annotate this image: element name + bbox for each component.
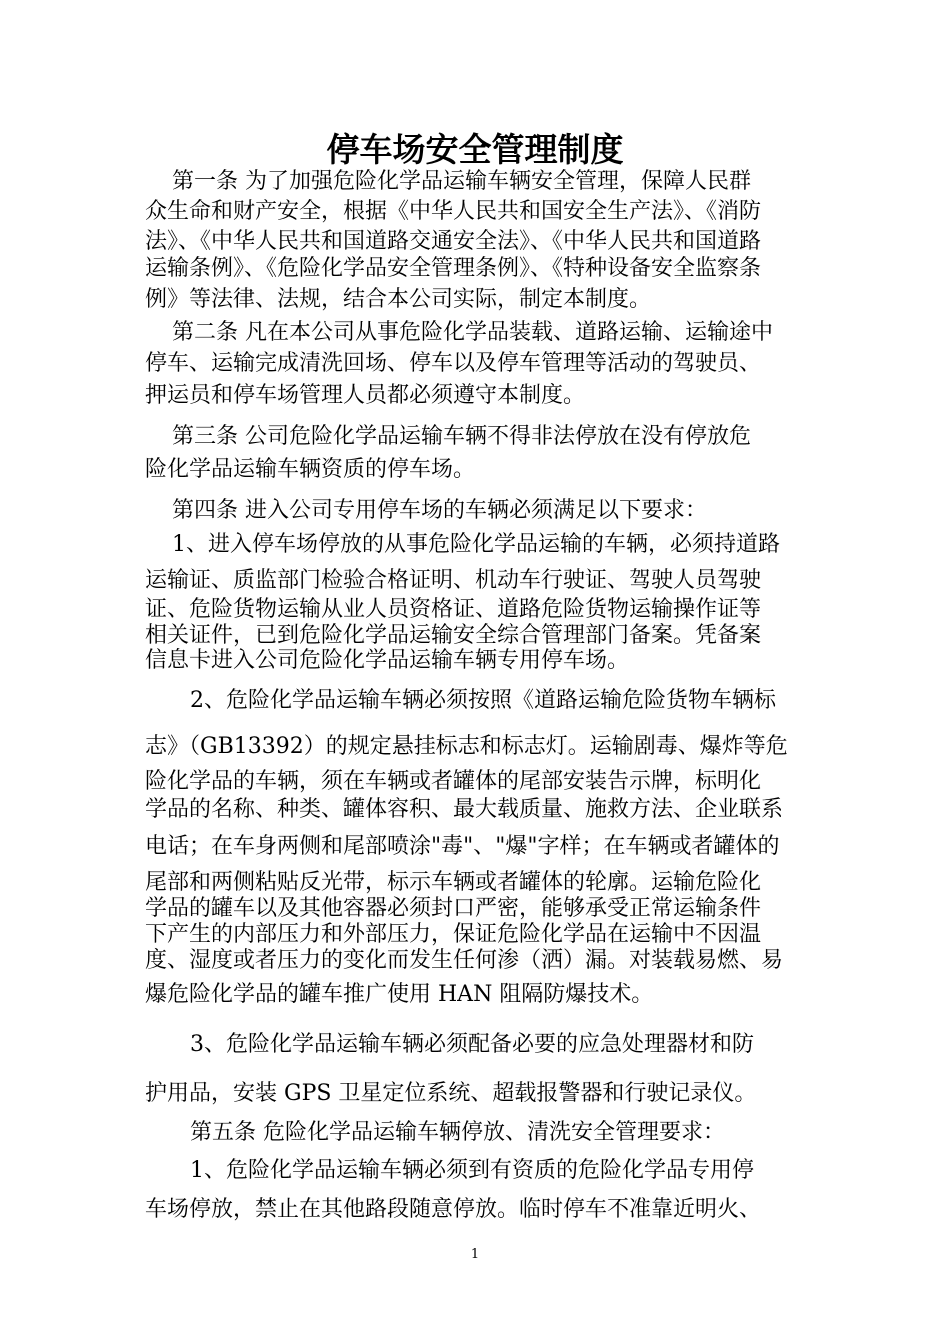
text-line: 险化学品运输车辆资质的停车场。 [145, 457, 476, 482]
text-line: 相关证件，已到危险化学品运输安全综合管理部门备案。凭备案 [145, 623, 762, 648]
text-line: 1、进入停车场停放的从事危险化学品运输的车辆，必须持道路 [172, 532, 780, 557]
text-line: 学品的名称、种类、罐体容积、最大载质量、施救方法、企业联系 [145, 797, 784, 822]
text-line: 3、危险化学品运输车辆必须配备必要的应急处理器材和防 [190, 1032, 754, 1057]
text-line: 爆危险化学品的罐车推广使用 HAN 阻隔防爆技术。 [145, 982, 654, 1007]
text-line: 第三条 公司危险化学品运输车辆不得非法停放在没有停放危 [172, 424, 751, 449]
text-line: 2、危险化学品运输车辆必须按照《道路运输危险货物车辆标 [190, 688, 776, 713]
text-line: 志》（GB13392）的规定悬挂标志和标志灯。运输剧毒、爆炸等危 [145, 734, 788, 759]
text-line: 度、湿度或者压力的变化而发生任何渗（洒）漏。对装载易燃、易 [145, 948, 784, 973]
text-line: 第五条 危险化学品运输车辆停放、清洗安全管理要求： [190, 1120, 725, 1145]
text-line: 第一条 为了加强危险化学品运输车辆安全管理，保障人民群 [172, 169, 751, 194]
text-line: 电话；在车身两侧和尾部喷涂"毒"、"爆"字样；在车辆或者罐体的 [145, 834, 780, 859]
text-line: 信息卡进入公司危险化学品运输车辆专用停车场。 [145, 648, 630, 673]
text-line: 学品的罐车以及其他容器必须封口严密，能够承受正常运输条件 [145, 896, 762, 921]
text-line: 证、危险货物运输从业人员资格证、道路危险货物运输操作证等 [145, 597, 762, 622]
text-line: 1、危险化学品运输车辆必须到有资质的危险化学品专用停 [190, 1158, 754, 1183]
text-line: 护用品，安装 GPS 卫星定位系统、超载报警器和行驶记录仪。 [145, 1081, 757, 1106]
text-line: 尾部和两侧粘贴反光带，标示车辆或者罐体的轮廓。运输危险化 [145, 870, 762, 895]
text-line: 车场停放，禁止在其他路段随意停放。临时停车不准靠近明火、 [145, 1197, 762, 1222]
text-line: 押运员和停车场管理人员都必须遵守本制度。 [145, 383, 586, 408]
text-line: 法》、《中华人民共和国道路交通安全法》、《中华人民共和国道路 [145, 229, 762, 254]
text-line: 第四条 进入公司专用停车场的车辆必须满足以下要求： [172, 498, 707, 523]
text-line: 第二条 凡在本公司从事危险化学品装载、道路运输、运输途中 [172, 320, 773, 345]
page-number: 1 [470, 1247, 480, 1262]
text-line: 运输证、质监部门检验合格证明、机动车行驶证、驾驶人员驾驶 [145, 568, 762, 593]
text-line: 停车、运输完成清洗回场、停车以及停车管理等活动的驾驶员、 [145, 351, 762, 376]
text-line: 例》等法律、法规，结合本公司实际，制定本制度。 [145, 287, 652, 312]
text-line: 运输条例》、《危险化学品安全管理条例》、《特种设备安全监察条 [145, 256, 762, 281]
text-line: 众生命和财产安全，根据《中华人民共和国安全生产法》、《消防 [145, 199, 762, 224]
text-line: 险化学品的车辆，须在车辆或者罐体的尾部安装告示牌，标明化 [145, 769, 762, 794]
text-line: 下产生的内部压力和外部压力，保证危险化学品在运输中不因温 [145, 922, 762, 947]
document-title: 停车场安全管理制度 [326, 130, 624, 169]
